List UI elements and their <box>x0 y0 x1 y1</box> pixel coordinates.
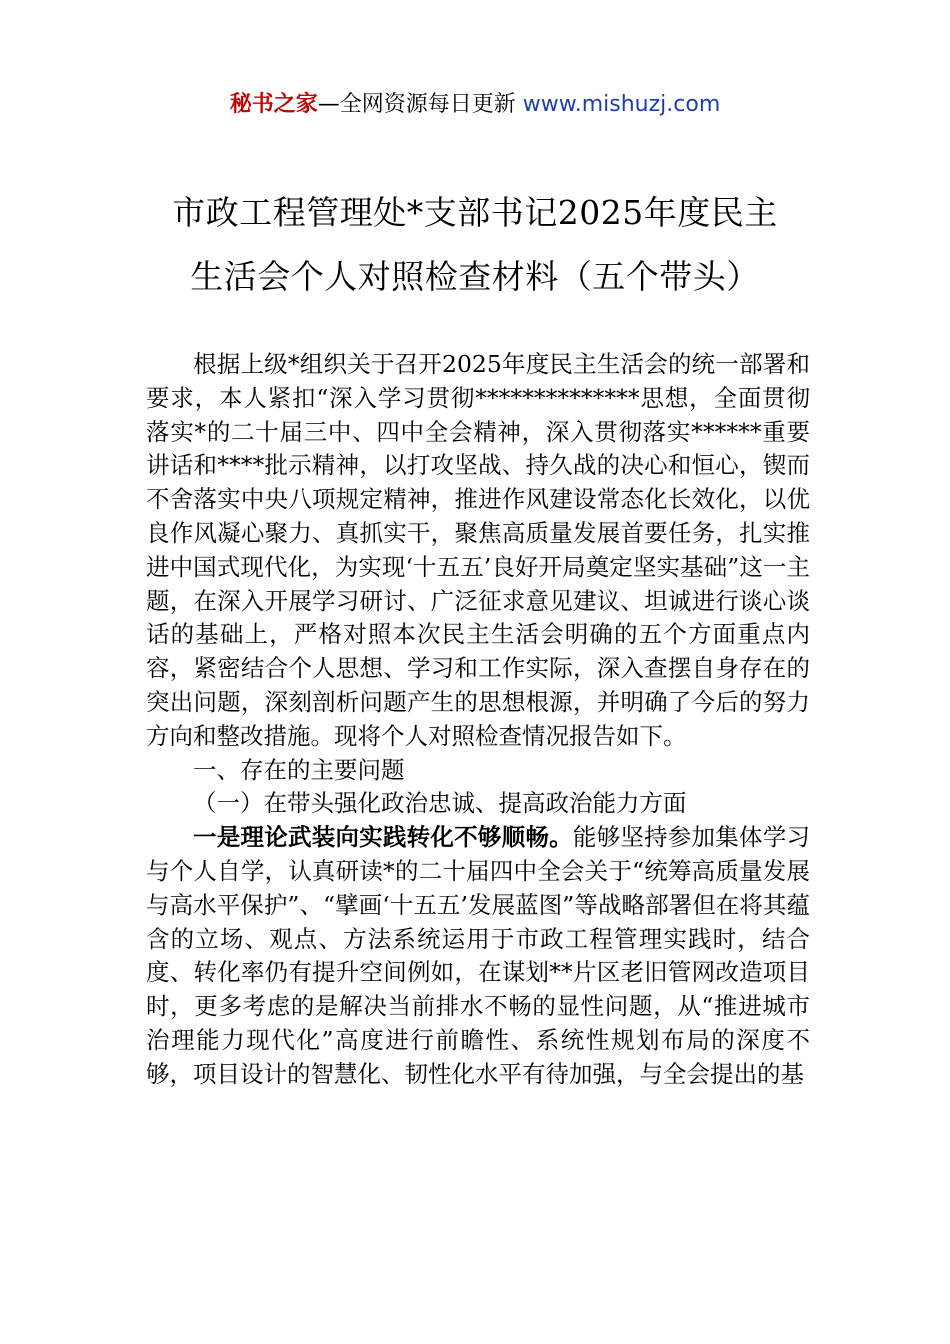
header-slogan: —全网资源每日更新 <box>317 92 523 117</box>
point-title: 一是理论武装向实践转化不够顺畅。 <box>193 823 573 852</box>
site-header <box>0 88 950 122</box>
title-line-1: 市政工程管理处*支部书记2025年度民主 <box>172 193 778 232</box>
document-title <box>0 186 950 304</box>
subsection-heading: （一）在带头强化政治忠诚、提高政治能力方面 <box>193 789 687 818</box>
point-text: 能够坚持参加集体学习与个人自学，认真研读*的二十届四中全会关于“统筹高质量发展与高水平保护”、“擘画‘十五五’发展蓝图”等战略部署但在将其蕴含的立场、观点、方法系统运用于市政工程管理实践时，结合度、转化率仍有提升空间例如，在谋划**片区老旧管网改造项目时，更多考虑的是解决当前排水不畅的显性问题，从“推进城市治理能力现代化”高度进行前瞻性、系统性规划布局的深度不够，项目设计的智慧化、韧性化水平有待加强，与全会提出的基 <box>146 823 811 1088</box>
intro-paragraph: 根据上级*组织关于召开2025年度民主生活会的统一部署和要求，本人紧扣“深入学习贯彻**************思想，全面贯彻落实*的二十届三中、四中全会精神，深入贯彻落实******重要讲话和****批示精神，以打攻坚战、持久战的决心和恒心，锲而不舍落实中央八项规定精神，推进作风建设常态化长效化，以优良作风凝心聚力、真抓实干，聚焦高质量发展首要任务，扎实推进中国式现代化，为实现‘十五五’良好开局奠定坚实基础”这一主题，在深入开展学习研讨、广泛征求意见建议、坦诚进行谈心谈话的基础上，严格对照本次民主生活会明确的五个方面重点内容，紧密结合个人思想、学习和工作实际，深入查摆自身存在的突出问题，深刻剖析问题产生的思想根源，并明确了今后的努力方向和整改措施。现将个人对照检查情况报告如下。 <box>146 350 810 750</box>
brand-name: 秘书之家 <box>229 92 318 117</box>
document-body <box>146 348 810 1092</box>
point-paragraph <box>146 821 810 1091</box>
site-url-link[interactable]: www.mishuzj.com <box>522 92 721 117</box>
title-line-2: 生活会个人对照检查材料（五个带头） <box>190 257 760 296</box>
section-heading: 一、存在的主要问题 <box>193 755 405 784</box>
